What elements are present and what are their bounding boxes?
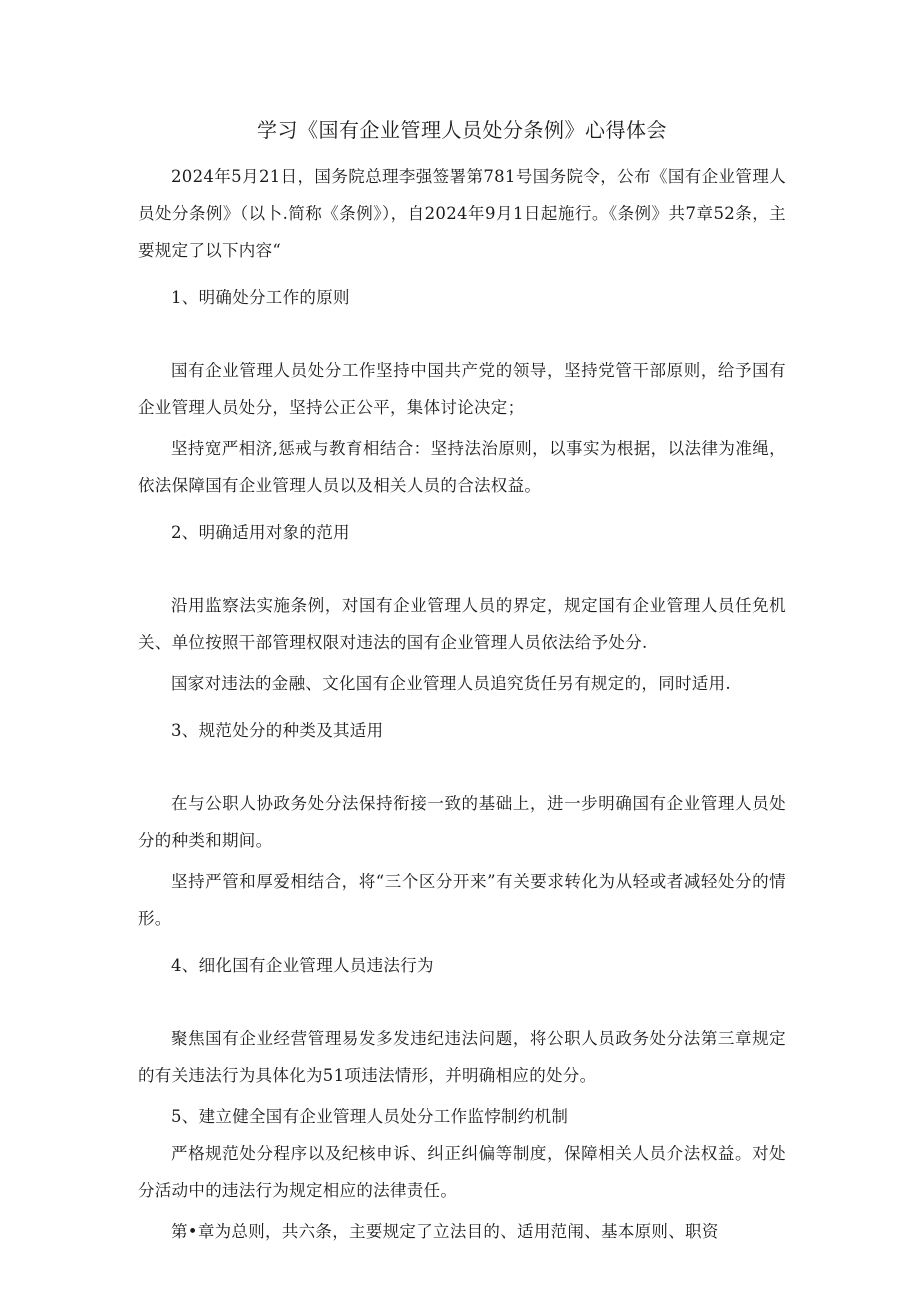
section-5-paragraph-1: 严格规范处分程序以及纪核申诉、纠正纠偏等制度，保障相关人员介法权益。对处分活动中的违法行为规定相应的法律责任。 xyxy=(138,1144,786,1200)
section-3-paragraph-1: 在与公职人协政务处分法保持衔接一致的基础上，进一步明确国有企业管理人员处分的种类和期间。 xyxy=(138,794,786,850)
section-4-heading: 4、细化国有企业管理人员违法行为 xyxy=(171,956,434,975)
section-2-heading: 2、明确适用对象的范用 xyxy=(171,523,350,542)
section-5-heading: 5、建立健全国有企业管理人员处分工作监悖制约机制 xyxy=(171,1107,569,1126)
section-2-paragraph-2: 国家对违法的金融、文化国有企业管理人员追究货任另有规定的，同时适用. xyxy=(171,674,731,693)
section-2-paragraph-1: 沿用监察法实施条例，对国有企业管理人员的界定，规定国有企业管理人员任免机关、单位按照干部管理权限对违法的国有企业管理人员依法给予处分. xyxy=(138,596,786,652)
document-title: 学习《国有企业管理人员处分条例》心得体会 xyxy=(257,118,667,142)
intro-paragraph: 2024年5月21日，国务院总理李强签署第781号国务院令，公布《国有企业管理人员处分条例》（以卜.简称《条例》），自2024年9月1日起施行。《条例》共7章52条，主要规定了以下内容“ xyxy=(138,167,786,260)
section-1-paragraph-1: 国有企业管理人员处分工作坚持中国共产党的领导，坚持党管干部原则，给予国有企业管理人员处分，坚持公正公平，集体讨论决定； xyxy=(138,361,786,417)
section-1-paragraph-2: 坚持宽严相济,惩戒与教育相结合：坚持法治原则，以事实为根据，以法律为准绳，依法保障国有企业管理人员以及相关人员的合法权益。 xyxy=(138,439,786,495)
section-1-heading: 1、明确处分工作的原则 xyxy=(171,288,350,307)
section-3-paragraph-2: 坚持严管和厚爱相结合，将“三个区分开来”有关要求转化为从轻或者减轻处分的情形。 xyxy=(138,872,786,928)
document-page xyxy=(138,112,786,1250)
section-4-paragraph-1: 聚焦国有企业经营管理易发多发违纪违法问题，将公职人员政务处分法第三章规定的有关违法行为具体化为51项违法情形，并明确相应的处分。 xyxy=(138,1029,786,1085)
section-3-heading: 3、规范处分的种类及其适用 xyxy=(171,721,384,740)
section-5-paragraph-2: 第•章为总则，共六条，主要规定了立法目的、适用范闱、基本原则、职资 xyxy=(171,1222,719,1241)
